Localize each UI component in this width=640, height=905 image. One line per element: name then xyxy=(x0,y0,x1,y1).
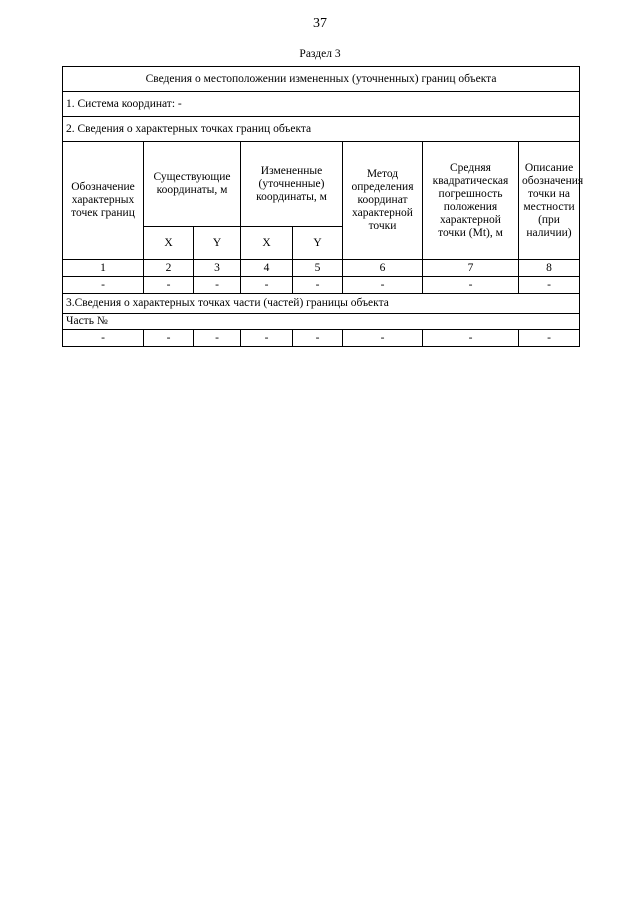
part-number-row: Часть № xyxy=(63,314,580,330)
boundary-table xyxy=(62,66,584,347)
table-cell: - xyxy=(293,277,343,294)
column-number: 5 xyxy=(293,260,343,277)
header-description: Описание обозначения точки на местности (при наличии) xyxy=(519,142,580,260)
header-method: Метод определения координат характерной точки xyxy=(343,142,423,260)
section-title: Раздел 3 xyxy=(299,48,341,60)
table-cell: - xyxy=(293,330,343,347)
header-error: Средняя квадратическая погрешность положения характерной точки (Mt), м xyxy=(423,142,519,260)
column-number: 2 xyxy=(144,260,194,277)
table-cell: - xyxy=(194,330,241,347)
header-x-existing: X xyxy=(144,227,194,260)
column-number: 1 xyxy=(63,260,144,277)
table-cell: - xyxy=(423,330,519,347)
column-number: 3 xyxy=(194,260,241,277)
header-existing-coords: Существующие координаты, м xyxy=(144,142,241,227)
table-cell: - xyxy=(343,277,423,294)
header-y-existing: Y xyxy=(194,227,241,260)
table-cell: - xyxy=(63,277,144,294)
page-number: 37 xyxy=(313,16,327,31)
table-cell: - xyxy=(194,277,241,294)
table-cell: - xyxy=(241,277,293,294)
header-designation: Обозначение характерных точек границ xyxy=(63,142,144,260)
column-number: 8 xyxy=(519,260,580,277)
header-y-changed: Y xyxy=(293,227,343,260)
column-number: 7 xyxy=(423,260,519,277)
header-changed-coords: Измененные (уточненные) координаты, м xyxy=(241,142,343,227)
points-section-title: 2. Сведения о характерных точках границ объекта xyxy=(63,117,580,142)
table-cell: - xyxy=(519,277,580,294)
table-cell: - xyxy=(519,330,580,347)
table-title: Сведения о местоположении измененных (уточненных) границ объекта xyxy=(63,67,580,92)
table-cell: - xyxy=(241,330,293,347)
coord-system-row: 1. Система координат: - xyxy=(63,92,580,117)
column-number: 4 xyxy=(241,260,293,277)
table-row xyxy=(63,330,580,347)
table-cell: - xyxy=(343,330,423,347)
column-number: 6 xyxy=(343,260,423,277)
table-cell: - xyxy=(423,277,519,294)
table-cell: - xyxy=(63,330,144,347)
table-row xyxy=(63,277,580,294)
column-number-row xyxy=(63,260,580,277)
header-x-changed: X xyxy=(241,227,293,260)
parts-section-title: 3.Сведения о характерных точках части (частей) границы объекта xyxy=(63,294,580,314)
table-cell: - xyxy=(144,330,194,347)
table-cell: - xyxy=(144,277,194,294)
